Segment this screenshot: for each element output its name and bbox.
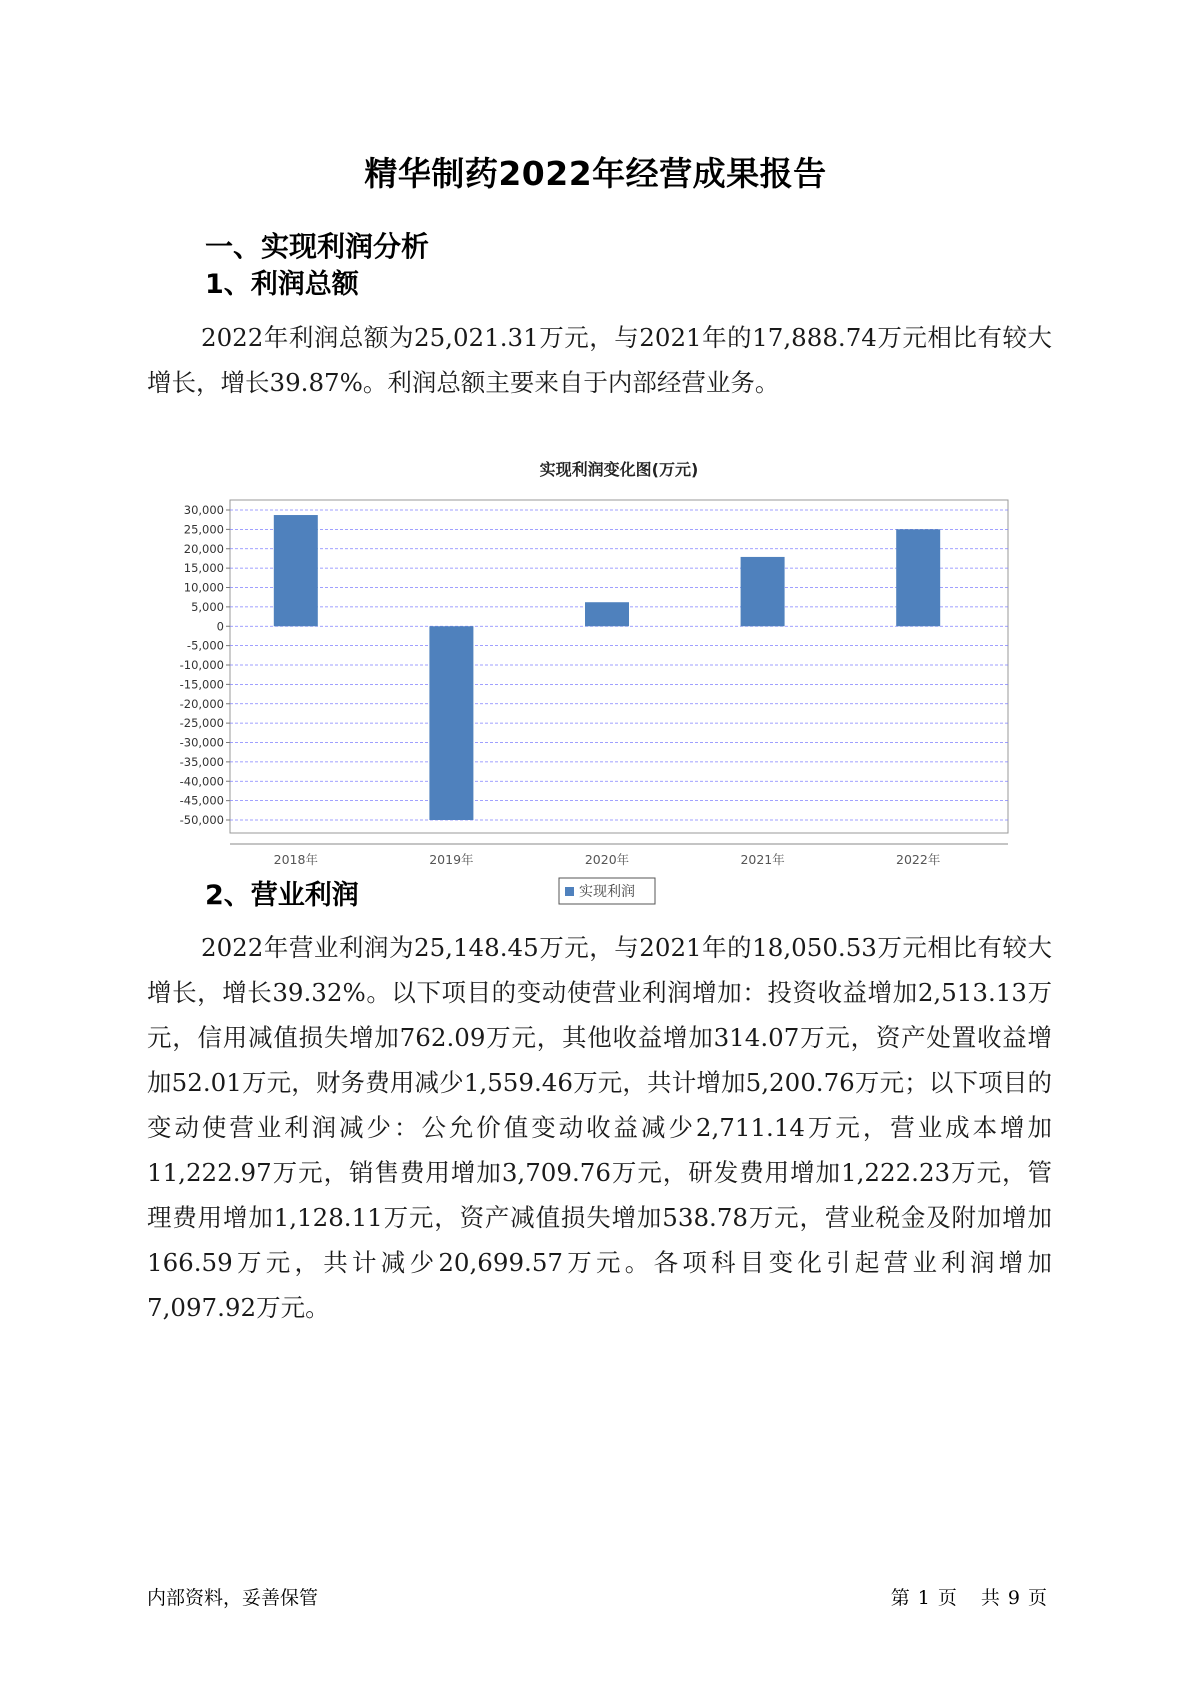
chart-y-tick-label: 5,000 [191,599,224,614]
document-title: 精华制药2022年经营成果报告 [364,154,827,193]
footer-page-prefix: 第 [890,1587,910,1609]
chart-y-tick-label: -20,000 [179,696,224,711]
chart-y-tick-label: 0 [216,619,224,634]
footer-total-prefix: 共 [980,1587,1000,1609]
chart-y-tick-label: 30,000 [183,503,224,517]
chart-y-tick-label: -40,000 [179,774,224,789]
chart-gridlines [230,500,1008,833]
paragraph-operating-profit: 2022年营业利润为25,148.45万元，与2021年的18,050.53万元相比有较大增长，增长39.32%。以下项目的变动使营业利润增加：投资收益增加2,513.13万元，信用减值损失增加762.09万元，其他收益增加314.07万元，资产处置收益增加52.01万元，财务费用减少1,559.46万元，共计增加5,200.76万元；以下项目的变动使营业利润减少：公允价值变动收益减少2,711.14万元，营业成本增加11,222.97万元，销售费用增加3,709.76万元，研发费用增加1,222.23万元，管理费用增加1,128.11万元，资产减值损失增加538.78万元，营业税金及附加增加166.59万元，共计减少20,699.57万元。各项科目变化引起营业利润增加7,097.92万元。 [147,933,1052,1322]
chart-legend-swatch [565,887,574,896]
chart-y-tick-label: -30,000 [179,735,224,750]
footer-page-unit: 页 [937,1587,957,1609]
paragraph-total-profit: 2022年利润总额为25,021.31万元，与2021年的17,888.74万元相比有较大增长，增长39.87%。利润总额主要来自于内部经营业务。 [147,323,1052,397]
chart-y-tick-label: -10,000 [179,658,224,672]
section-heading-profit-analysis: 一、实现利润分析 [205,230,430,263]
chart-y-tick-label: 20,000 [183,541,224,556]
chart-x-tick-label: 2019年 [429,852,474,867]
subsection-heading-total-profit: 1、利润总额 [205,269,359,300]
footer-total-pages: 9 [1007,1587,1020,1609]
subsection-heading-operating-profit: 2、营业利润 [205,880,359,911]
footer-confidential-note: 内部资料，妥善保管 [147,1587,319,1609]
chart-y-tick-label: -45,000 [179,793,224,808]
chart-y-tick-label: -50,000 [179,813,224,827]
chart-x-tick-label: 2021年 [740,852,785,867]
chart-y-tick-label: -15,000 [179,677,224,692]
footer-page-number: 1 [917,1587,930,1609]
chart-x-ticks [230,844,1008,867]
footer-total-unit: 页 [1027,1587,1047,1609]
chart-x-tick-label: 2018年 [273,852,318,867]
chart-title: 实现利润变化图(万元) [539,460,699,479]
chart-y-ticks [180,503,230,827]
chart-y-tick-label: 25,000 [183,522,224,537]
chart-legend [559,878,655,904]
chart-bar [274,515,318,626]
chart-y-tick-label: -25,000 [179,716,224,731]
chart-y-tick-label: -35,000 [179,754,224,769]
chart-y-tick-label: 10,000 [183,580,224,595]
profit-bar-chart [160,455,1040,905]
footer-page-indicator [887,1583,1051,1610]
chart-bar [741,557,785,626]
chart-x-tick-label: 2022年 [896,852,941,867]
chart-legend-label: 实现利润 [579,884,635,900]
chart-bar [896,529,940,626]
chart-plot-frame [230,500,1008,833]
chart-bar [585,602,629,626]
chart-x-tick-label: 2020年 [584,852,630,867]
chart-y-tick-label: 15,000 [183,561,224,576]
chart-y-tick-label: -5,000 [186,638,224,653]
chart-bar [429,626,473,820]
chart-svg [160,455,1040,905]
